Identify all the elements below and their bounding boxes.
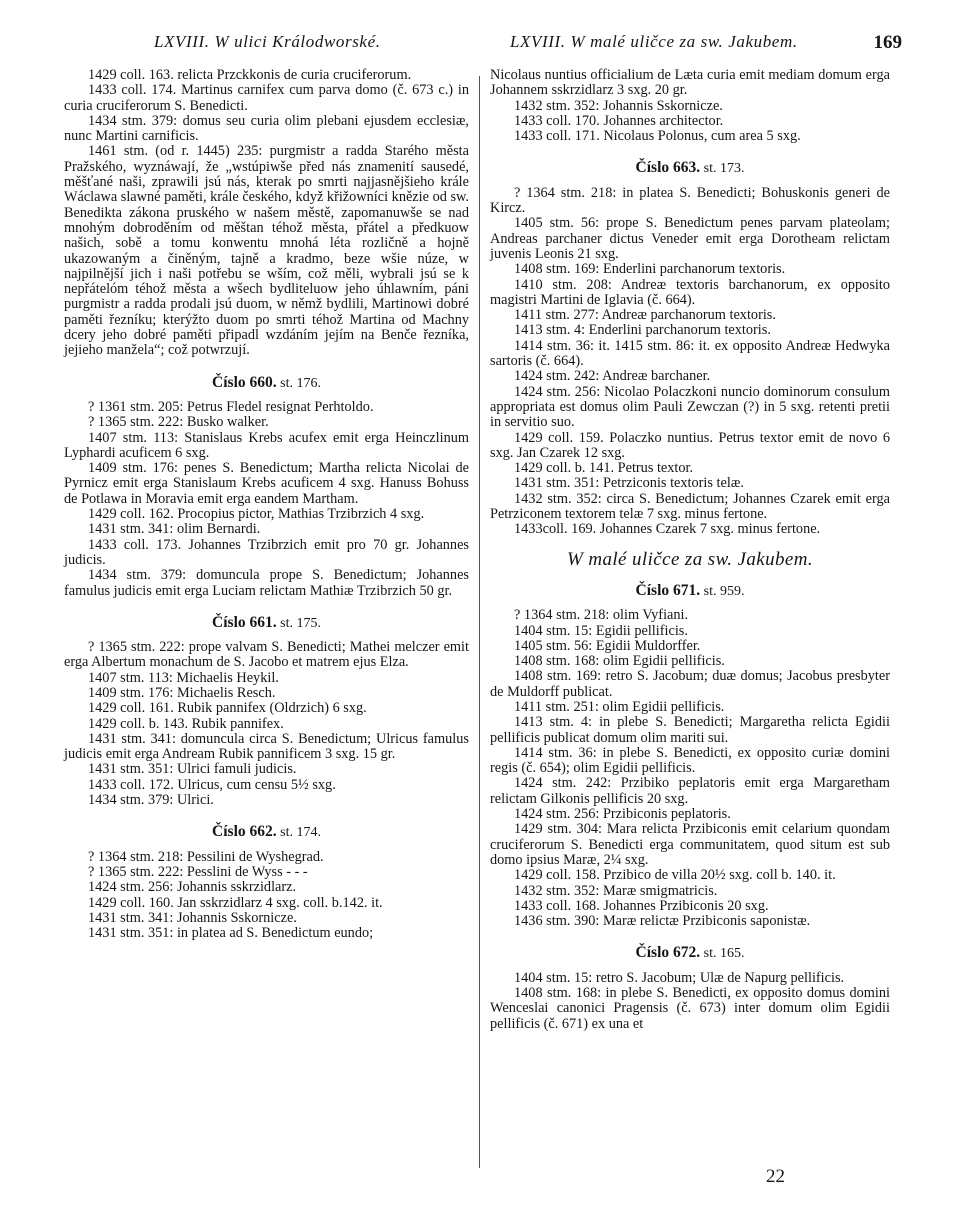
right-column: [490, 68, 890, 1032]
record-entry: 1429 coll. 163. relicta Przckkonis de curia cruciferorum.: [88, 67, 412, 83]
record-entry: 1404 stm. 15: Egidii pellificis.: [514, 622, 688, 639]
record-entry: 1429 coll. 159. Polaczko nuntius. Petrus textor emit de novo 6 sxg. Jan Czarek 12 sxg.: [490, 429, 890, 461]
record-entry: 1410 stm. 208: Andreæ textoris barchanorum, ex opposito magistri Martini de Iglavia (č. 664).: [490, 276, 890, 308]
section-st: st. 176.: [280, 375, 321, 391]
header-right-title: LXVIII. W malé uličce za sw. Jakubem.: [510, 32, 798, 51]
section-st: st. 175.: [280, 615, 321, 631]
record-entry: 1432 stm. 352: Johannis Sskornicze.: [514, 97, 723, 114]
record-entry: 1405 stm. 56: prope S. Benedictum penes parvam plateolam; Andreas parchaner dictus Veneder emit erga Dorotheam relictam juvenis Leonis 21 sxg.: [490, 215, 890, 262]
record-entry: 1431 stm. 351: Ulrici famuli judicis.: [88, 761, 297, 778]
record-entry: 1409 stm. 176: Michaelis Resch.: [88, 684, 276, 701]
page-number: 169: [873, 32, 902, 53]
record-entry: 1409 stm. 176: penes S. Benedictum; Martha relicta Nicolai de Pyrnicz emit erga Stanislaum Krebs acuficem 4 sxg. Hanuss Bohuss de Potlawa in Moravia emit erga eandem Martham.: [64, 460, 469, 507]
section-heading: [64, 824, 469, 840]
record-entry: 1431 stm. 351: Petrziconis textoris telæ.: [514, 475, 744, 492]
section-heading: [490, 160, 890, 176]
record-entry: 1429 coll. b. 141. Petrus textor.: [514, 460, 694, 477]
section-st: st. 165.: [703, 946, 745, 962]
record-entry: ? 1364 stm. 218: olim Vyfiani.: [514, 607, 689, 624]
record-entry: 1407 stm. 113: Stanislaus Krebs acufex emit erga Heinczlinum Lyphardi acuficem 6 sxg.: [64, 429, 469, 461]
header-left-title: LXVIII. W ulici Králodworské.: [154, 32, 381, 51]
record-entry: ? 1364 stm. 218: Pessilini de Wyshegrad.: [88, 848, 324, 865]
record-entry: 1408 stm. 168: in plebe S. Benedicti, ex opposito domus domini Wenceslai canonici Pragensis (č. 673) inter domum olim Egidii pellificis (č. 671) ex una et: [490, 985, 890, 1032]
section-number: Číslo 671.: [635, 581, 701, 599]
record-entry: 1433 coll. 168. Johannes Przibiconis 20 sxg.: [514, 897, 769, 914]
record-entry: 1429 coll. 162. Procopius pictor, Mathias Trzibrzich 4 sxg.: [88, 506, 425, 523]
record-entry: 1411 stm. 277: Andreæ parchanorum textoris.: [514, 307, 776, 324]
record-entry: 1433 coll. 174. Martinus carnifex cum parva domo (č. 673 c.) in curia cruciferorum S. Benedicti.: [64, 82, 469, 114]
record-entry: 1429 coll. 158. Przibico de villa 20½ sxg. coll b. 140. it.: [514, 867, 836, 884]
record-entry: 1407 stm. 113: Michaelis Heykil.: [88, 669, 279, 686]
record-entry: 1433 coll. 171. Nicolaus Polonus, cum area 5 sxg.: [514, 128, 801, 145]
record-entry: 1429 stm. 304: Mara relicta Przibiconis emit celarium quondam cruciferorum S. Benedicti erga communitatem, quod situm est sub domo ipsius Maræ, 2¼ sxg.: [490, 821, 890, 868]
section-number: Číslo 663.: [635, 159, 701, 177]
record-entry: 1432 stm. 352: circa S. Benedictum; Johannes Czarek emit erga Petrziconem textorem telæ 7 sxg. minus fertone.: [490, 490, 890, 523]
record-entry: 1429 coll. b. 143. Rubik pannifex.: [88, 715, 284, 732]
record-entry: Nicolaus nuntius officialium de Læta curia emit mediam domum erga Johannem sskrzidlarz 3 sxg. 20 gr.: [490, 67, 890, 99]
record-entry: 1433coll. 169. Johannes Czarek 7 sxg. minus fertone.: [514, 521, 821, 538]
record-entry: 1413 stm. 4: in plebe S. Benedicti; Margaretha relicta Egidii pellificis publicat domum olim mariti sui.: [490, 714, 890, 746]
section-st: st. 173.: [703, 161, 745, 177]
record-entry: 1424 stm. 256: Przibiconis peplatoris.: [514, 806, 731, 823]
record-entry: 1436 stm. 390: Maræ relictæ Przibiconis saponistæ.: [514, 913, 811, 930]
record-entry: 1433 coll. 170. Johannes architector.: [514, 112, 724, 129]
record-entry: 1431 stm. 341: Johannis Sskornicze.: [88, 909, 297, 926]
record-entry: 1432 stm. 352: Maræ smigmatricis.: [514, 882, 718, 899]
record-entry: 1405 stm. 56: Egidii Muldorffer.: [514, 637, 701, 654]
section-number: Číslo 660.: [212, 373, 277, 391]
record-entry: 1414 stm. 36: in plebe S. Benedicti, ex opposito curiæ domini regis (č. 654); olim Egidii pellificis.: [490, 744, 890, 777]
section-heading: [64, 615, 469, 631]
record-entry: ? 1364 stm. 218: in platea S. Benedicti; Bohuskonis generi de Kircz.: [490, 184, 890, 217]
record-entry: ? 1361 stm. 205: Petrus Fledel resignat Perhtoldo.: [88, 398, 374, 415]
section-heading: [490, 583, 890, 599]
sheet-signature: 22: [766, 1166, 785, 1187]
record-entry: 1404 stm. 15: retro S. Jacobum; Ulæ de Napurg pellificis.: [514, 969, 845, 986]
section-heading: [64, 375, 469, 391]
left-column: [64, 68, 469, 941]
section-number: Číslo 662.: [212, 823, 277, 841]
record-entry: ? 1365 stm. 222: Busko walker.: [88, 414, 269, 431]
record-entry: 1424 stm. 256: Johannis sskrzidlarz.: [88, 879, 297, 896]
section-number: Číslo 672.: [635, 944, 701, 962]
record-entry: 1411 stm. 251: olim Egidii pellificis.: [514, 698, 725, 715]
record-entry: 1429 coll. 160. Jan sskrzidlarz 4 sxg. coll. b.142. it.: [88, 894, 383, 911]
section-st: st. 959.: [703, 583, 745, 599]
section-heading: [490, 945, 890, 961]
record-entry: 1414 stm. 36: it. 1415 stm. 86: it. ex opposito Andreæ Hedwyka sartoris (č. 664).: [490, 337, 890, 370]
record-entry: 1434 stm. 379: domuncula prope S. Benedictum; Johannes famulus judicis emit erga Luciam relictam Mathiæ Trzibrzich 50 gr.: [64, 567, 469, 599]
record-entry: 1433 coll. 173. Johannes Trzibrzich emit pro 70 gr. Johannes judicis.: [64, 536, 469, 568]
record-entry: 1431 stm. 341: domuncula circa S. Benedictum; Ulricus famulus judicis emit erga Andream Rubik pannificem 3 sxg. 15 gr.: [64, 730, 469, 763]
subsection-title: W malé uličce za sw. Jakubem.: [566, 548, 814, 570]
record-entry: 1424 stm. 242: Andreæ barchaner.: [514, 368, 711, 385]
record-entry: 1408 stm. 169: retro S. Jacobum; duæ domus; Jacobus presbyter de Muldorff publicat.: [490, 668, 890, 700]
section-st: st. 174.: [280, 825, 321, 841]
column-divider: [479, 76, 480, 1168]
record-entry: 1408 stm. 169: Enderlini parchanorum textoris.: [514, 261, 786, 278]
record-entry: 1433 coll. 172. Ulricus, cum censu 5½ sxg.: [88, 776, 336, 793]
record-entry: 1431 stm. 351: in platea ad S. Benedictum eundo;: [88, 925, 374, 942]
record-entry: 1461 stm. (od r. 1445) 235: purgmistr a radda Starého města Pražského, wyznáwají, že „wstúpiwše před nás znamenití sausedé, měšťané naši, zprawili jsú nás, kterak po smrti najjasnějšieho krále Wáclawa slawné paměti, krále českého, když křižowníci knězie od sw. Benedikta zákona pruského w našem městě, zapomanuwše se nad mnohým dobroděním od měštan téhož města, přátel a předkuow našich, sobě a tomu konwentu mnohá léta rozličně a hojně ukazowaným a činěným, tajně a kradmo, beze wšie núze, w najpilnější jich i naši potřebu se wším, což měli, wybrali jsú se k nepřátelóm téhož města a wšech bydliteluow jeho úhlawním, páni purgmistr a radda prodali jsú duom, w němž bydlili, Martinowi dobré paměti řezníku; kterýžto duom po smrti téhož Martina od Machny dcery jeho dobré paměti připadl wzdáním jejím na Benče řezníka, jejieho manžela“; což potwrzují.: [64, 143, 469, 359]
record-entry: ? 1365 stm. 222: prope valvam S. Benedicti; Mathei melczer emit erga Albertum monachum de S. Jacobo et matrem ejus Elza.: [64, 639, 469, 671]
record-entry: 1429 coll. 161. Rubik pannifex (Oldrzich) 6 sxg.: [88, 700, 367, 717]
record-entry: 1424 stm. 242: Przibiko peplatoris emit erga Margaretham relictam Gilkonis pellificis 20 sxg.: [490, 775, 890, 807]
record-entry: 1408 stm. 168: olim Egidii pellificis.: [514, 653, 725, 670]
section-number: Číslo 661.: [212, 613, 277, 631]
record-entry: ? 1365 stm. 222: Pesslini de Wyss - - -: [88, 863, 308, 880]
record-entry: 1434 stm. 379: domus seu curia olim plebani ejusdem ecclesiæ, nunc Martini carnificis.: [64, 112, 469, 145]
running-header: [62, 22, 902, 56]
record-entry: 1431 stm. 341: olim Bernardi.: [88, 521, 261, 538]
record-entry: 1434 stm. 379: Ulrici.: [88, 792, 214, 809]
record-entry: 1413 stm. 4: Enderlini parchanorum textoris.: [514, 322, 771, 339]
record-entry: 1424 stm. 256: Nicolao Polaczkoni nuncio dominorum consulum appropriata est domus olim Pauli Zewczan (?) in 5 sxg. retenti pretii in servitio suo.: [490, 383, 890, 431]
